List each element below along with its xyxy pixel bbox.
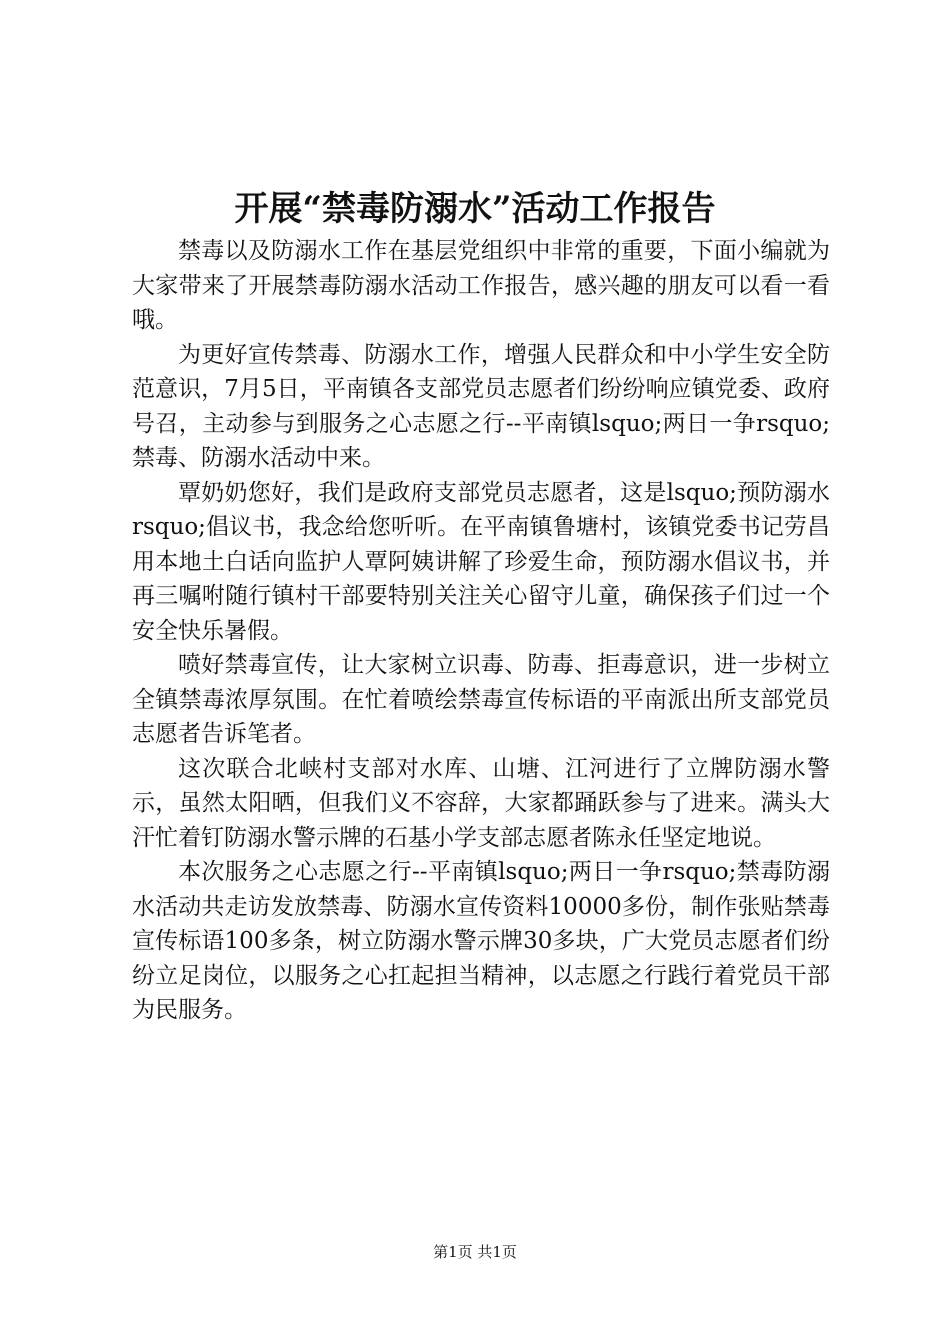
paragraph-slogan: 喷好禁毒宣传，让大家树立识毒、防毒、拒毒意识，进一步树立全镇禁毒浓厚氛围。在忙着喷绘禁毒宣传标语的平南派出所支部党员志愿者告诉笔者。 xyxy=(132,652,830,747)
paragraph-intro: 禁毒以及防溺水工作在基层党组织中非常的重要，下面小编就为大家带来了开展禁毒防溺水活动工作报告，感兴趣的朋友可以看一看哦。 xyxy=(132,238,830,333)
paragraph-campaign: 为更好宣传禁毒、防溺水工作，增强人民群众和中小学生安全防范意识，7月5日，平南镇各支部党员志愿者们纷纷响应镇党委、政府号召，主动参与到服务之心志愿之行--平南镇lsquo;两日一争rsquo;禁毒、防溺水活动中来。 xyxy=(132,341,830,471)
document-body xyxy=(132,234,830,1028)
page-number-footer: 第1页 共1页 xyxy=(433,1243,517,1261)
paragraph-summary: 本次服务之心志愿之行--平南镇lsquo;两日一争rsquo;禁毒防溺水活动共走访发放禁毒、防溺水宣传资料10000多份，制作张贴禁毒宣传标语100多条，树立防溺水警示牌30多块，广大党员志愿者们纷纷立足岗位，以服务之心扛起担当精神，以志愿之行践行着党员干部为民服务。 xyxy=(132,859,830,1023)
paragraph-warning-signs: 这次联合北峡村支部对水库、山塘、江河进行了立牌防溺水警示，虽然太阳晒，但我们义不容辞，大家都踊跃参与了进来。满头大汗忙着钉防溺水警示牌的石基小学支部志愿者陈永任坚定地说。 xyxy=(132,755,830,851)
paragraph-proposal: 覃奶奶您好，我们是政府支部党员志愿者，这是lsquo;预防溺水rsquo;倡议书，我念给您听听。在平南镇鲁塘村，该镇党委书记劳昌用本地土白话向监护人覃阿姨讲解了珍爱生命，预防溺水倡议书，并再三嘱咐随行镇村干部要特别关注关心留守儿童，确保孩子们过一个安全快乐暑假。 xyxy=(132,479,830,644)
document-title: 开展“禁毒防溺水”活动工作报告 xyxy=(234,189,716,229)
